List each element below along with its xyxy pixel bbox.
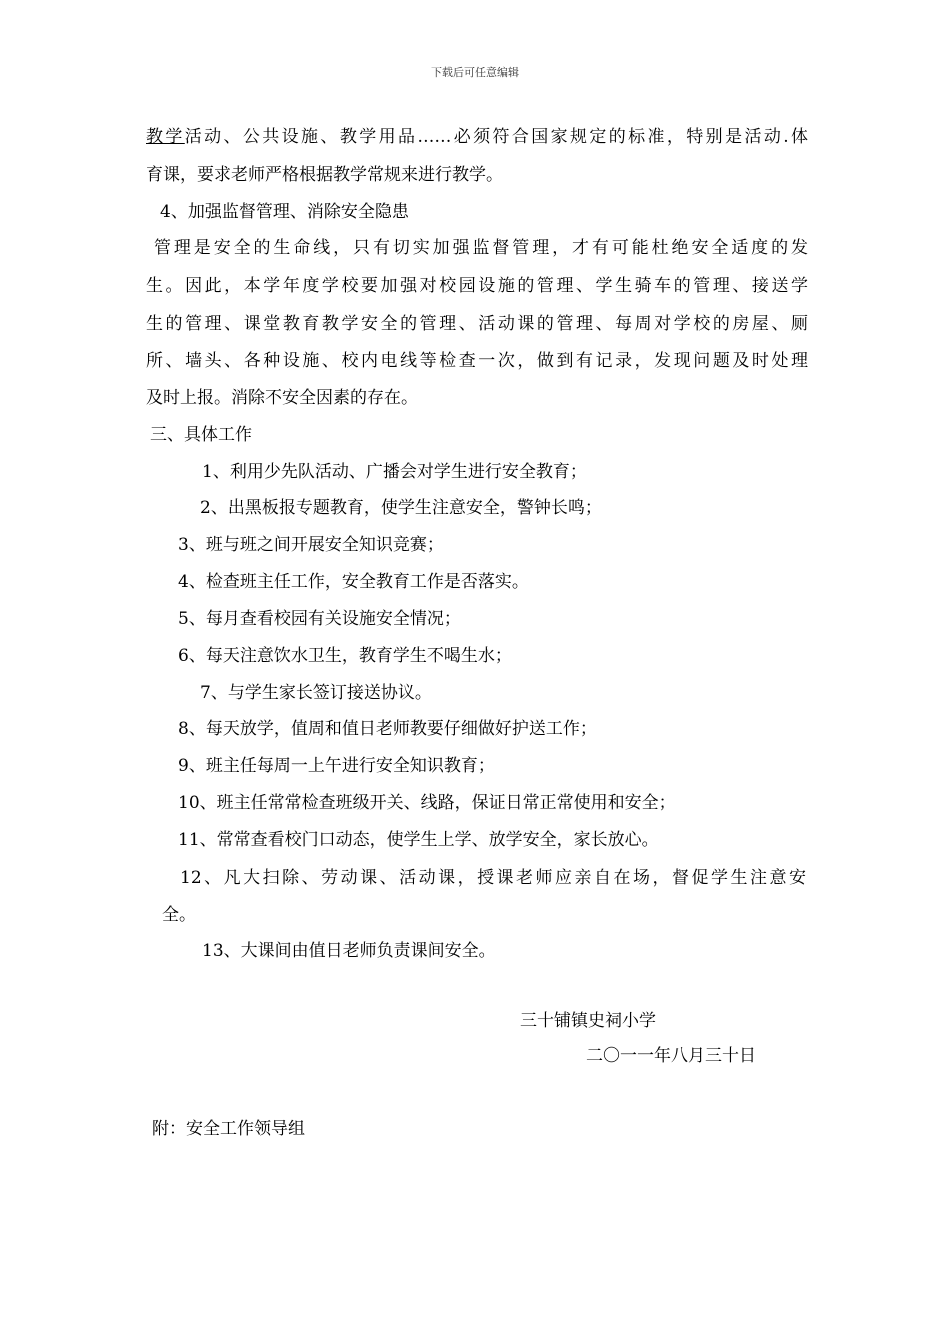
intro-line-1-text: 活动、公共设施、教学用品……必须符合国家规定的标准，特别是活动.体	[184, 127, 808, 147]
work-item-5: 5、每月查看校园有关设施安全情况；	[178, 609, 461, 629]
section-4-line-5: 及时上报。消除不安全因素的存在。	[146, 388, 418, 408]
work-item-4: 4、检查班主任工作，安全教育工作是否落实。	[178, 572, 529, 592]
work-item-9: 9、班主任每周一上午进行安全知识教育；	[178, 756, 495, 776]
work-item-12: 12、凡大扫除、劳动课、活动课，授课老师应亲自在场，督促学生注意安	[180, 868, 806, 888]
intro-line-2: 育课，要求老师严格根据教学常规来进行教学。	[146, 165, 503, 185]
work-item-10: 10、班主任常常检查班级开关、线路，保证日常正常使用和安全；	[178, 793, 676, 813]
section-4-line-1: 管理是安全的生命线，只有切实加强监督管理，才有可能杜绝安全适度的发	[154, 238, 808, 258]
appendix-note: 附：安全工作领导组	[152, 1119, 305, 1139]
page-header: 下载后可任意编辑	[431, 66, 519, 79]
work-item-6: 6、每天注意饮水卫生，教育学生不喝生水；	[178, 646, 512, 666]
section-4-line-4: 所、墙头、各种设施、校内电线等检查一次，做到有记录，发现问题及时处理	[146, 351, 808, 371]
work-item-2: 2、出黑板报专题教育，使学生注意安全，警钟长鸣；	[200, 498, 602, 518]
work-item-12-continuation: 全。	[162, 905, 196, 925]
work-item-8: 8、每天放学，值周和值日老师教要仔细做好护送工作；	[178, 719, 597, 739]
section-3-heading: 三、具体工作	[150, 425, 252, 445]
section-4-line-2: 生。因此，本学年度学校要加强对校园设施的管理、学生骑车的管理、接送学	[146, 276, 808, 296]
work-item-1: 1、利用少先队活动、广播会对学生进行安全教育；	[202, 462, 587, 482]
work-item-7: 7、与学生家长签订接送协议。	[200, 683, 432, 703]
section-4-line-3: 生的管理、课堂教育教学安全的管理、活动课的管理、每周对学校的房屋、厕	[146, 314, 808, 334]
signature-school: 三十铺镇史祠小学	[520, 1011, 656, 1031]
signature-date: 二〇一一年八月三十日	[586, 1046, 756, 1066]
work-item-3: 3、班与班之间开展安全知识竞赛；	[178, 535, 444, 555]
work-item-11: 11、常常查看校门口动态，使学生上学、放学安全，家长放心。	[178, 830, 659, 850]
section-4-heading: 4、加强监督管理、消除安全隐患	[160, 202, 409, 222]
intro-underlined-lead: 教学	[146, 127, 185, 147]
intro-line-1	[146, 126, 808, 148]
work-item-13: 13、大课间由值日老师负责课间安全。	[202, 941, 496, 961]
